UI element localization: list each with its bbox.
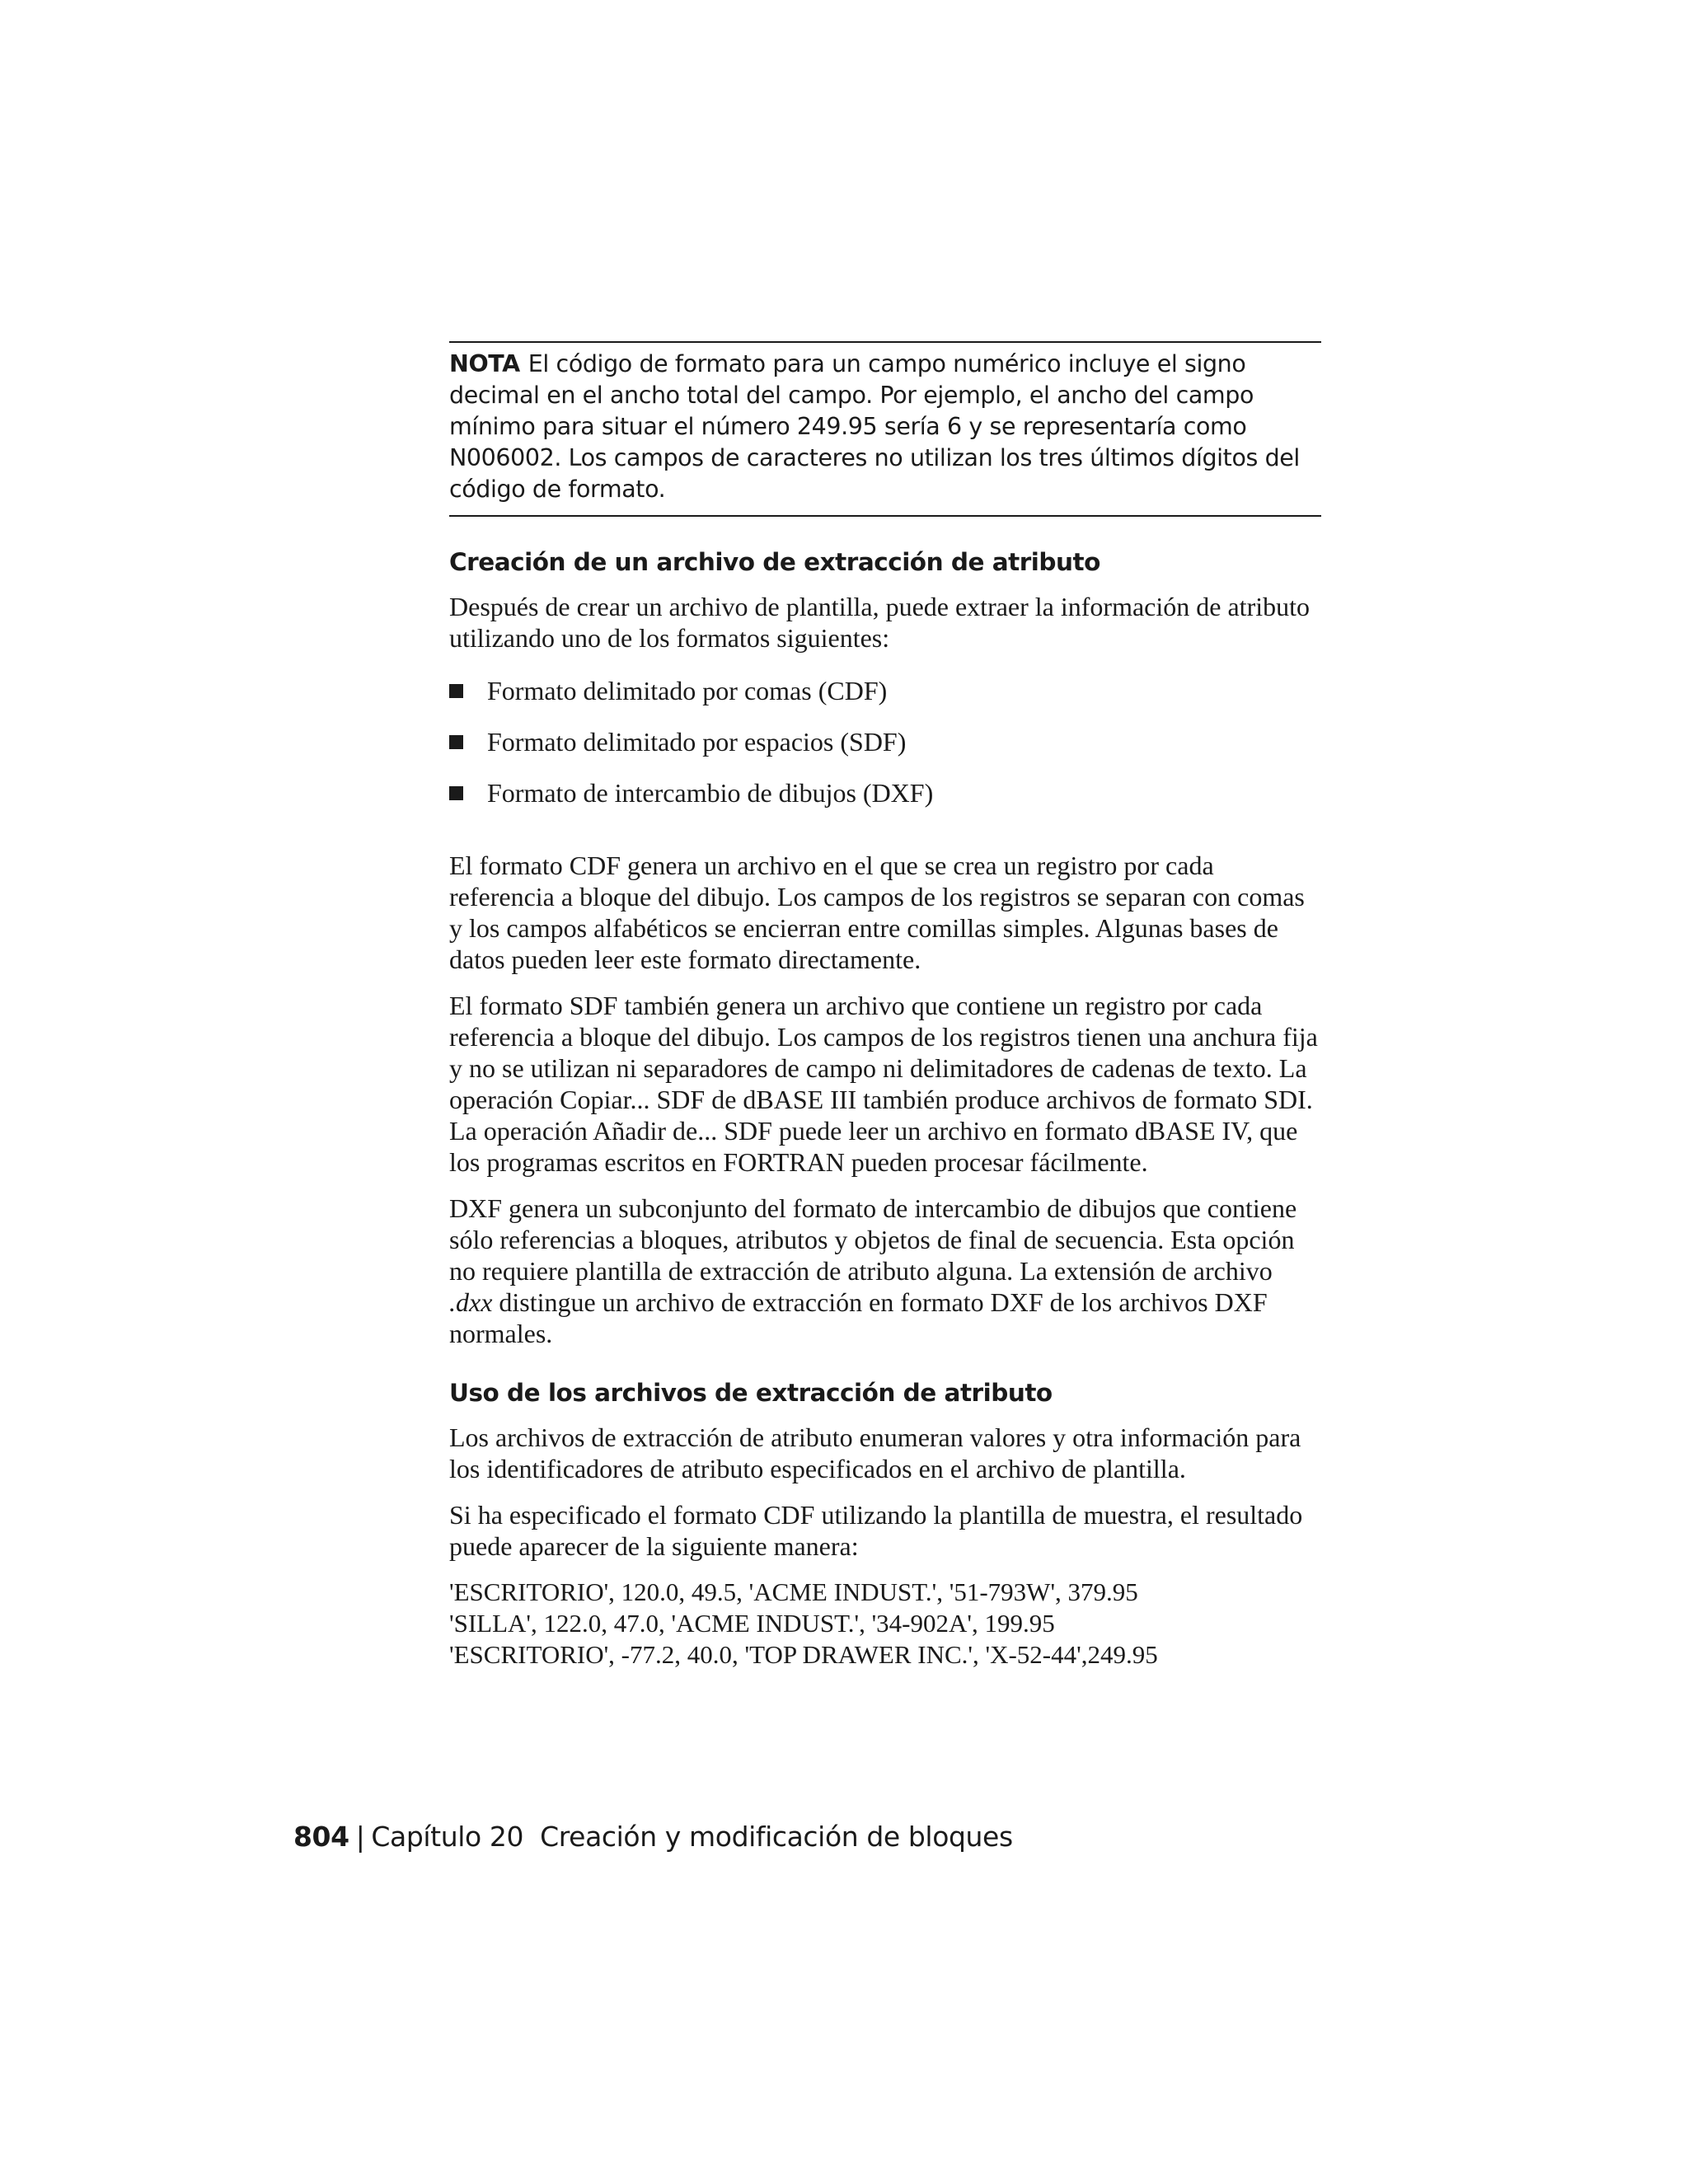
- paragraph-dxf: [449, 1193, 1321, 1349]
- list-item: [449, 726, 1321, 757]
- note-box: [449, 341, 1321, 517]
- square-bullet-icon: [449, 735, 463, 749]
- paragraph-dxf-text-start: DXF genera un subconjunto del formato de intercambio de dibujos que contiene sólo referencias a bloques, atributos y objetos de final de secuencia. Esta opción no requiere plantilla de extracción de atributo alguna. La extensión de archivo: [449, 1193, 1297, 1286]
- list-item-label: Formato delimitado por comas (CDF): [487, 676, 888, 705]
- chapter-title: Creación y modificación de bloques: [540, 1821, 1013, 1853]
- square-bullet-icon: [449, 684, 463, 698]
- paragraph-cdf: El formato CDF genera un archivo en el que se crea un registro por cada referencia a bloque del dibujo. Los campos de los registros se separan con comas y los campos alfabéticos se encierran entre comillas simples. Algunas bases de datos pueden leer este formato directamente.: [449, 851, 1305, 974]
- page-number: 804: [293, 1821, 349, 1853]
- list-item: [449, 777, 1321, 808]
- paragraph-intro: Después de crear un archivo de plantilla, puede extraer la información de atributo utilizando uno de los formatos siguientes:: [449, 592, 1310, 653]
- sample-output-line: 'ESCRITORIO', 120.0, 49.5, 'ACME INDUST.', '51-793W', 379.95: [449, 1577, 1138, 1606]
- note-label: NOTA: [449, 350, 520, 377]
- note-text: El código de formato para un campo numérico incluye el signo decimal en el ancho total del campo. Por ejemplo, el ancho del campo mínimo para situar el número 249.95 sería 6 y se representaría como N006002. Los campos de caracteres no utilizan los tres últimos dígitos del código de formato.: [449, 350, 1300, 503]
- chapter-label: Capítulo 20: [371, 1821, 524, 1853]
- paragraph-dxf-text-end: distingue un archivo de extracción en formato DXF de los archivos DXF normales.: [449, 1287, 1268, 1348]
- section-heading-creacion: Creación de un archivo de extracción de atributo: [449, 548, 1100, 576]
- paragraph-uso-1: Los archivos de extracción de atributo enumeran valores y otra información para los identificadores de atributo especificados en el archivo de plantilla.: [449, 1422, 1301, 1483]
- footer-separator: |: [355, 1821, 365, 1853]
- paragraph-sdf: El formato SDF también genera un archivo que contiene un registro por cada referencia a bloque del dibujo. Los campos de los registros tienen una anchura fija y no se utilizan ni separadores de campo ni delimitadores de cadenas de texto. La operación Copiar... SDF de dBASE III también produce archivos de formato SDI. La operación Añadir de... SDF puede leer un archivo en formato dBASE IV, que los programas escritos en FORTRAN pueden procesar fácilmente.: [449, 991, 1318, 1177]
- file-extension: .dxx: [449, 1287, 493, 1317]
- list-item-label: Formato delimitado por espacios (SDF): [487, 727, 907, 757]
- page-content: [449, 341, 1321, 1671]
- list-item-label: Formato de intercambio de dibujos (DXF): [487, 778, 934, 808]
- paragraph-uso-2: Si ha especificado el formato CDF utilizando la plantilla de muestra, el resultado puede aparecer de la siguiente manera:: [449, 1500, 1303, 1561]
- format-list: [449, 675, 1321, 808]
- sample-output-line: 'ESCRITORIO', -77.2, 40.0, 'TOP DRAWER INC.', 'X-52-44',249.95: [449, 1640, 1158, 1669]
- list-item: [449, 675, 1321, 706]
- section-heading-uso: Uso de los archivos de extracción de atributo: [449, 1379, 1053, 1407]
- square-bullet-icon: [449, 786, 463, 800]
- sample-output: [449, 1577, 1321, 1671]
- page-footer: [293, 1820, 1013, 1854]
- sample-output-line: 'SILLA', 122.0, 47.0, 'ACME INDUST.', '34-902A', 199.95: [449, 1609, 1055, 1638]
